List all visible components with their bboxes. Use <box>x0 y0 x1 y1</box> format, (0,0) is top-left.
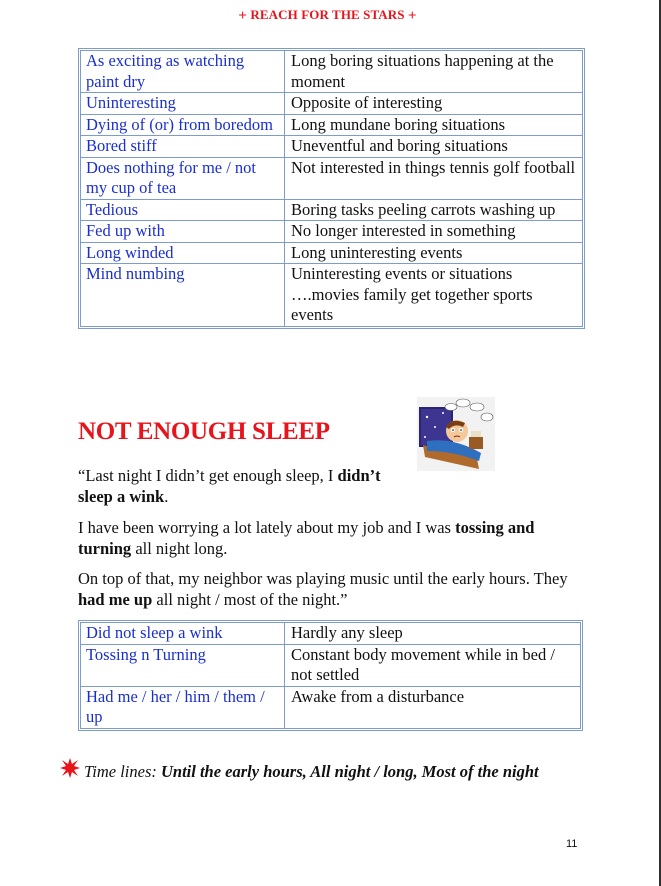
paragraph-2 <box>78 518 578 559</box>
term-cell: Uninteresting <box>81 93 285 115</box>
paragraph-bold: didn’t sleep a wink <box>78 466 381 506</box>
section-title: NOT ENOUGH SLEEP <box>78 418 330 445</box>
term-cell: Did not sleep a wink <box>81 623 285 645</box>
cross-icon: + <box>407 8 417 24</box>
paragraph-bold: had me up <box>78 589 153 609</box>
table-row <box>81 114 583 136</box>
table-row <box>81 623 581 645</box>
term-cell: Fed up with <box>81 221 285 243</box>
meaning-cell: Uninteresting events or situations ….movies family get together sports events <box>285 264 583 327</box>
term-cell: As exciting as watching paint dry <box>81 51 285 93</box>
boredom-vocab-table <box>80 50 583 327</box>
table-row <box>81 157 583 199</box>
meaning-cell: Hardly any sleep <box>285 623 581 645</box>
paragraph-text: On top of that, my neighbor was playing music until the early hours. They <box>78 569 568 588</box>
meaning-cell: Uneventful and boring situations <box>285 136 583 158</box>
meaning-cell: Long boring situations happening at the moment <box>285 51 583 93</box>
paragraph-text: I have been worrying a lot lately about my job and I was <box>78 518 456 537</box>
term-cell: Does nothing for me / not my cup of tea <box>81 157 285 199</box>
page-number: 11 <box>566 838 578 850</box>
paragraph-text: all night long. <box>131 538 228 558</box>
meaning-cell: Long mundane boring situations <box>285 114 583 136</box>
page-header <box>0 7 655 24</box>
meaning-cell: Constant body movement while in bed / not settled <box>285 644 581 686</box>
meaning-cell: Long uninteresting events <box>285 242 583 264</box>
paragraph-1 <box>78 466 418 507</box>
paragraph-bold: tossing and turning <box>78 518 535 558</box>
table-row <box>81 686 581 728</box>
sleepless-man-clipart <box>417 397 495 471</box>
meaning-cell: Opposite of interesting <box>285 93 583 115</box>
table-row <box>81 136 583 158</box>
term-cell: Had me / her / him / them / up <box>81 686 285 728</box>
time-lines-note <box>62 762 539 782</box>
term-cell: Mind numbing <box>81 264 285 327</box>
paragraph-3 <box>78 569 578 610</box>
term-cell: Bored stiff <box>81 136 285 158</box>
table-row <box>81 242 583 264</box>
paragraph-text: all night / most of the night.” <box>152 589 348 609</box>
sleep-vocab-table <box>80 622 581 729</box>
term-cell: Dying of (or) from boredom <box>81 114 285 136</box>
red-star-burst-icon <box>60 758 80 778</box>
meaning-cell: Awake from a disturbance <box>285 686 581 728</box>
table-row <box>81 93 583 115</box>
term-cell: Tedious <box>81 199 285 221</box>
time-lines-phrases: Until the early hours, All night / long, Most of the night <box>161 762 539 781</box>
paragraph-text: “Last night I didn’t get enough sleep, I <box>78 466 338 485</box>
cross-icon: + <box>238 8 248 24</box>
table-row <box>81 199 583 221</box>
table-row <box>81 51 583 93</box>
meaning-cell: No longer interested in something <box>285 221 583 243</box>
time-lines-label: Time lines: <box>84 762 161 781</box>
table-row <box>81 264 583 327</box>
term-cell: Long winded <box>81 242 285 264</box>
meaning-cell: Boring tasks peeling carrots washing up <box>285 199 583 221</box>
term-cell: Tossing n Turning <box>81 644 285 686</box>
header-title: REACH FOR THE STARS <box>250 7 405 22</box>
paragraph-text: . <box>164 486 169 506</box>
table-row <box>81 644 581 686</box>
meaning-cell: Not interested in things tennis golf football <box>285 157 583 199</box>
table-row <box>81 221 583 243</box>
